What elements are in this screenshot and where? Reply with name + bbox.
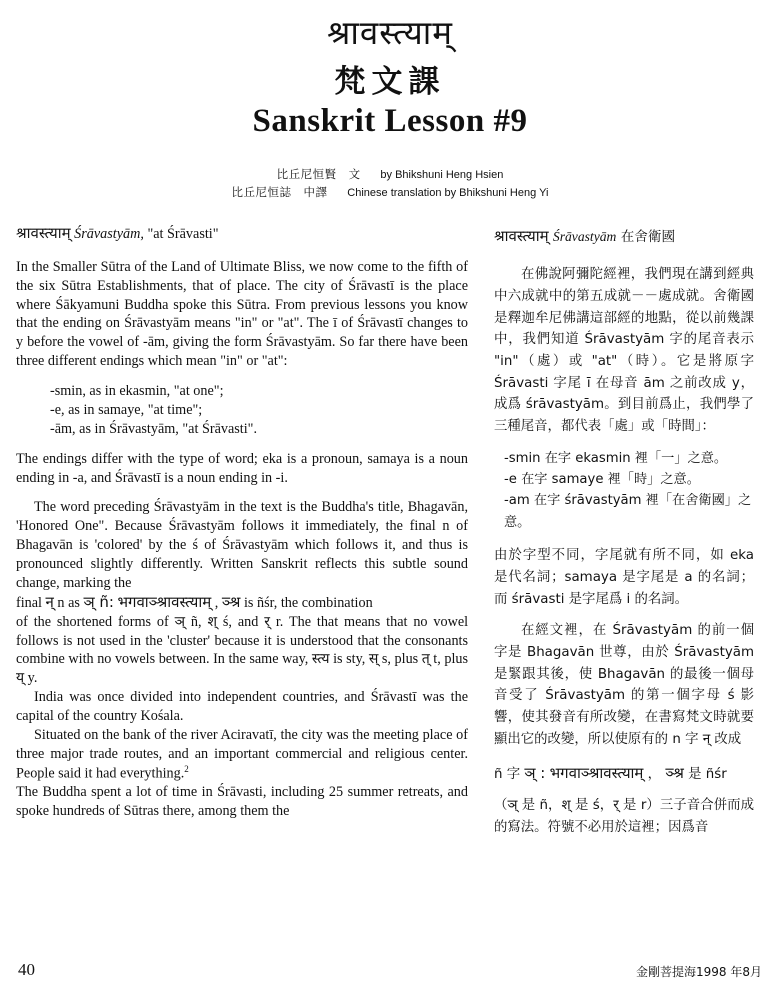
byline-author-en: by Bhikshuni Heng Hsien: [380, 168, 504, 181]
p4-devanagari-cluster: ञ्श्र: [221, 592, 241, 611]
chinese-paragraph-2: 由於字型不同，字尾就有所不同，如 eka 是代名詞；samaya 是字尾是 a 的名詞；而 śrāvasti 是字尾爲 i 的名詞。: [494, 548, 754, 607]
byline-translator-cjk: 比丘尼恒誌 中譯: [231, 184, 328, 199]
byline-translator-row: [0, 184, 780, 202]
byline-author-row: [0, 166, 780, 184]
p5-text-f: y.: [27, 670, 38, 687]
heading-transliteration: Śrāvastyām,: [74, 225, 144, 242]
devanagari-title: श्रावस्त्याम्: [326, 13, 454, 52]
chinese-paragraph-1: 在佛說阿彌陀經裡，我們現在講到經典中六成就中的第五成就－－處成就。舍衛國是釋迦牟尼佛講這部經的地點，從以前幾課中，我們知道 Śrāvastyām 字的尾音表示 "in"（處）或 "at"（時）。它是將原字 Śrāvasti 字尾 ī 在母音 ām 之前改成 y，成爲 śrāvastyām。到目前爲止，我們學了三種尾音，都代表「處」或「時間」：: [494, 267, 754, 435]
paragraph-1: In the Smaller Sūtra of the Land of Ultimate Bliss, we now come to the fifth of the six Sūtra Establishments, that of place. The city of Śrāvastī is the place where Śākyamuni Buddha spoke this Sūtra. From previous lessons you know that the ending on Śrāvastyām means "in" or "at". The ī of Śrāvastī changes to y before the vowel of -ām, giving the form Śrāvastyām. So far there have been three different endings which mean "in" or "at":: [16, 258, 468, 370]
p4-text-c: ,: [214, 594, 219, 611]
publication-info: 金剛菩提海1998 年8月: [636, 965, 762, 979]
p5-text-a: of the shortened forms of: [16, 613, 169, 630]
p5-devanagari-ya: य्: [16, 670, 25, 687]
p5-devanagari-stya: स्त्य: [311, 651, 330, 668]
list-item: -e 在字 samaye 裡「時」之意。: [504, 472, 700, 488]
english-section-heading: [16, 224, 468, 244]
p5-text-a2: ñ,: [190, 613, 202, 630]
chinese-title: 梵文課: [334, 63, 446, 100]
p5-text-b: that means that no vowel follows is not used in the 'cluster' because it is understood that the consonants combine with no vowels between. In the same way,: [16, 613, 469, 668]
cn-p4-text-c: 是 ñśr: [688, 766, 727, 782]
p4-text-b: n as: [57, 594, 80, 611]
byline-author-cjk: 比丘尼恒賢 文: [276, 166, 361, 181]
p4-devanagari-nya: ञ् ñ:: [83, 592, 114, 611]
footnote-marker: 2: [184, 763, 189, 774]
cn-p4-devanagari-nya: ञ् :: [524, 763, 546, 782]
paragraph-2: The endings differ with the type of word; eka is a pronoun, samaya is a noun ending in -a, and Śrāvastī is a noun ending in -i.: [16, 450, 468, 486]
chinese-paragraph-5: （ञ् 是 ñ，श् 是 ś，र् 是 r）三子音合併而成的寫法。符號不必用於這裡；因爲音: [494, 798, 754, 835]
list-item: -smin 在字 ekasmin 裡「一」之意。: [504, 450, 728, 466]
p5-text-a4: r. The: [275, 613, 311, 630]
p4-devanagari-phrase: भगवाञ्श्रावस्त्याम्: [117, 592, 212, 611]
byline-translator-en: Chinese translation by Bhikshuni Heng Yi: [347, 186, 549, 199]
paragraph-3: The word preceding Śrāvastyām in the text is the Buddha's title, Bhagavān, 'Honored One". Because Śrāvastyām follows it immediately, the final n of Bhagavān is 'colored' by the ś of Śrāvastyām which follows it, and thus is pronounced slightly differently. Written Sanskrit reflects this subtle sound change, marking the: [16, 499, 468, 591]
heading-transliteration-cn: Śrāvastyām: [552, 228, 617, 244]
cn-p4-text-b: ，: [647, 766, 662, 782]
p5-devanagari-ta: त्: [421, 651, 430, 668]
chinese-paragraph-3: 在經文裡，在 Śrāvastyām 的前一個字是 Bhagavān 世尊，由於 Śrāvastyām 是緊跟其後，使 Bhagavān 的最後一個母音受了 Śrāvastyām 的第一個字母 ś 影響，使其發音有所改變，在書寫梵文時就要顯出它的改變，所以使原有的 n 字 न् 改成: [494, 623, 754, 747]
p5-text-c: is sty,: [333, 651, 366, 668]
list-item: -smin, as in ekasmin, "at one";: [50, 383, 224, 399]
p4-text-d: is ñśr, the combination: [243, 594, 373, 611]
paragraph-6: India was once divided into independent countries, and Śrāvastī was the capital of the country Kośala.: [16, 689, 468, 725]
english-endings-list: [16, 382, 468, 439]
p5-devanagari-sa: स्: [368, 651, 379, 668]
heading-devanagari: श्रावस्त्याम्: [16, 223, 71, 242]
paragraph-8: The Buddha spent a lot of time in Śrāvasti, including 25 summer retreats, and spoke hundreds of Sūtras there, among them the: [16, 784, 468, 820]
p5-devanagari-nya: ञ्: [174, 613, 186, 630]
cn-p4-text-a: ñ 字: [494, 766, 521, 782]
paragraph-4: [16, 593, 468, 613]
heading-gloss-cn: 在舍衛國: [620, 228, 676, 245]
page-number: 40: [18, 960, 35, 979]
heading-devanagari-cn: श्रावस्त्याम्: [494, 226, 549, 245]
cn-p4-devanagari-cluster: ञ्श्र: [665, 763, 684, 782]
byline: [0, 166, 780, 202]
cn-p4-devanagari-phrase: भगवाञ्श्रावस्त्याम्: [549, 763, 644, 782]
english-column: [16, 224, 468, 849]
p5-devanagari-ra: र्: [264, 613, 270, 630]
p4-text-a: final: [16, 594, 42, 611]
p5-text-e: t, plus: [433, 651, 468, 668]
heading-gloss: "at Śrāvasti": [147, 225, 219, 242]
p4-devanagari-na: न्: [45, 592, 54, 611]
masthead: [0, 0, 780, 140]
article-columns: [0, 224, 780, 849]
list-item: -am 在字 śrāvastyām 裡「在舍衛國」之意。: [504, 493, 752, 530]
chinese-column: [494, 224, 754, 849]
p5-text-d: s, plus: [381, 651, 419, 668]
english-title: Sanskrit Lesson #9: [252, 102, 528, 139]
chinese-paragraph-4: [494, 761, 754, 786]
p5-text-a3: ś, and: [222, 613, 259, 630]
list-item: -e, as in samaye, "at time";: [50, 401, 203, 418]
chinese-endings-list: [494, 448, 754, 534]
chinese-section-heading: [494, 224, 754, 248]
p7-text: Situated on the bank of the river Aciravatī, the city was the meeting place of three major trade routes, and an important commercial and religious center. People said it had everything.: [16, 726, 468, 782]
paragraph-5: [16, 613, 468, 689]
paragraph-7: [16, 726, 468, 783]
list-item: -ām, as in Śrāvastyām, "at Śrāvasti".: [50, 420, 258, 437]
p5-devanagari-sha: श्: [207, 613, 217, 630]
page-footer: [0, 960, 780, 980]
